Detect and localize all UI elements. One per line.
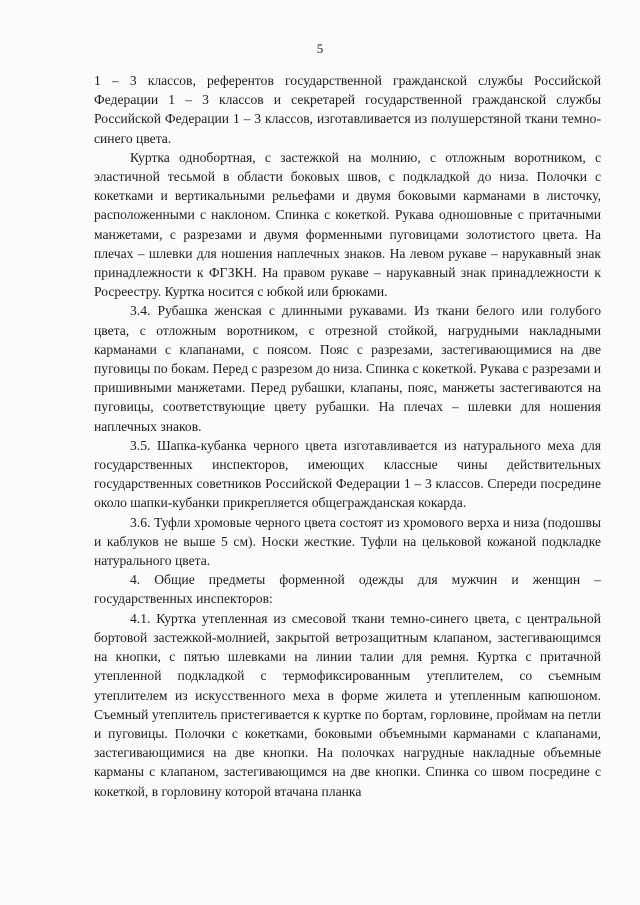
paragraph-4-1-insulated-jacket: 4.1. Куртка утепленная из смесовой ткани темно-синего цвета, с центральной бортовой застежкой-молнией, закрытой ветрозащитным клапаном, застегивающимся на кнопки, с пятью шлевками на линии талии для ремня. Куртка с притачной утепленной подкладкой с термофиксированным утеплителем, со съемным утеплителем из искусственного меха в форме жилета и утепленным капюшоном. Съемный утеплитель пристегивается к куртке по бортам, горловине, проймам на петли и пуговицы. Полочки с кокетками, боковыми объемными карманами с клапанами, застегивающимися на две кнопки. На полочках нагрудные накладные объемные карманы с клапаном, застегивающимся на две кнопки. Спинка со швом посредине с кокеткой, в горловину которой втачана планка (94, 610, 601, 799)
paragraph-jacket-description: Куртка однобортная, с застежкой на молнию, с отложным воротником, с эластичной тесьмой в области боковых швов, с подкладкой до низа. Полочки с кокетками и вертикальными рельефами и двумя боковыми карманами в листочку, расположенными с наклоном. Спинка с кокеткой. Рукава одношовные с притачными манжетами, с разрезами и двумя форменными пуговицами золотистого цвета. На плечах – шлевки для ношения наплечных знаков. На левом рукаве – нарукавный знак принадлежности к ФГЗКН. На правом рукаве – нарукавный знак принадлежности к Росреестру. Куртка носится с юбкой или брюками. (94, 149, 601, 300)
paragraph-4-common-items-heading: 4. Общие предметы форменной одежды для мужчин и женщин – государственных инспекторов: (94, 572, 601, 607)
paragraph-3-6-shoes: 3.6. Туфли хромовые черного цвета состоят из хромового верха и низа (подошвы и каблуков не выше 5 см). Носки жесткие. Туфли на цельковой кожаной подкладке натурального цвета. (94, 514, 601, 569)
paragraph-class-ranks-continuation: 1 – 3 классов, референтов государственной гражданской службы Российской Федерации 1 – 3 классов и секретарей государственной гражданской службы Российской Федерации 1 – 3 классов, изготавливается из полушерстяной ткани темно-синего цвета. (94, 73, 601, 146)
page-number: 5 (316, 41, 324, 56)
document-body (94, 71, 601, 801)
paragraph-3-4-womens-shirt: 3.4. Рубашка женская с длинными рукавами. Из ткани белого или голубого цвета, с отложным воротником, с отрезной стойкой, нагрудными накладными карманами с клапанами, с поясом. Пояс с разрезами, застегивающимися на две пуговицы по бокам. Перед с разрезом до низа. Спинка с кокеткой. Рукава с разрезами и пришивными манжетами. Перед рубашки, клапаны, пояс, манжеты застегиваются на пуговицы, соответствующие цвету рубашки. На плечах – шлевки для ношения наплечных знаков. (94, 303, 601, 434)
paragraph-3-5-kubanka-hat: 3.5. Шапка-кубанка черного цвета изготавливается из натурального меха для государственных инспекторов, имеющих классные чины действительных государственных советников Российской Федерации 1 – 3 классов. Спереди посредине около шапки-кубанки прикрепляется общегражданская кокарда. (94, 437, 601, 511)
